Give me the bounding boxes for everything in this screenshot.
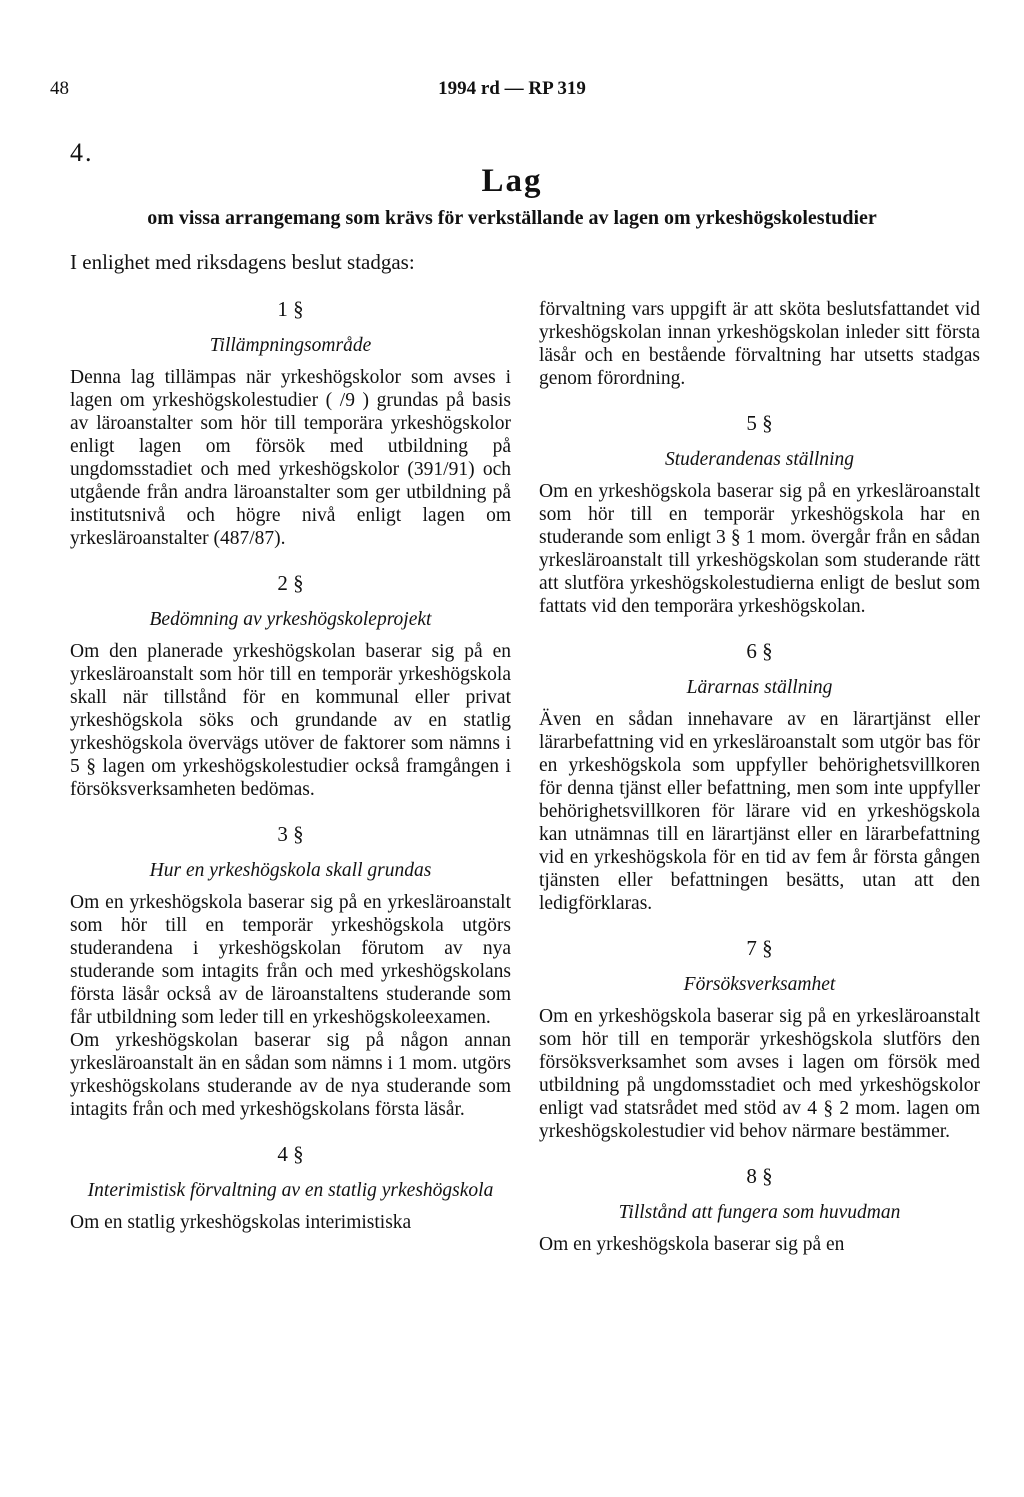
law-subtitle: om vissa arrangemang som krävs för verkställande av lagen om yrkeshögskolestudier — [147, 207, 877, 229]
section-3-paragraph-2: Om yrkeshögskolan baserar sig på någon annan yrkesläroanstalt än en sådan som nämns i 1 mom. utgörs yrkeshögskolans studerande av de nya studerande som intagits från och med yrkeshögskolans första läsår. — [70, 1030, 511, 1120]
section-3-number: 3 § — [277, 822, 304, 846]
section-8-paragraph: Om en yrkeshögskola baserar sig på en — [539, 1234, 845, 1255]
law-title: Lag — [481, 163, 543, 199]
section-4-continuation: förvaltning vars uppgift är att sköta beslutsfattandet vid yrkeshögskolan innan yrkeshögskolan inleder sitt första läsår och en bestående förvaltning har utsetts stadgas genom förordning. — [539, 299, 980, 389]
section-6-heading: Lärarnas ställning — [686, 677, 833, 698]
section-2-number: 2 § — [277, 571, 304, 595]
section-3-paragraph-1: Om en yrkeshögskola baserar sig på en yrkesläroanstalt som hör till en temporär yrkeshögskola utgörs studerandena i yrkeshögskolan förutom av nya studerande som intagits från och med yrkeshögskolans första läsår också av de läroanstaltens studerande som får utbildning som leder till en yrkeshögskoleexamen. — [70, 892, 511, 1028]
section-8-number: 8 § — [746, 1164, 773, 1188]
section-4-heading: Interimistisk förvaltning av en statlig yrkeshögskola — [87, 1180, 494, 1201]
section-3-heading: Hur en yrkeshögskola skall grundas — [149, 860, 432, 881]
section-1-number: 1 § — [277, 297, 304, 321]
section-1-heading: Tillämpningsområde — [209, 335, 372, 356]
left-column — [70, 298, 511, 1234]
section-5-paragraph: Om en yrkeshögskola baserar sig på en yrkesläroanstalt som hör till en temporär yrkeshögskola har en studerande som enligt 3 § 1 mom. övergår från en sådan yrkesläroanstalt till yrkeshögskolan som studerande rätt att slutföra yrkeshögskolestudierna enligt de beslut som fattats vid den temporära yrkeshögskolan. — [539, 481, 980, 617]
section-6-paragraph: Även en sådan innehavare av en lärartjänst eller lärarbefattning vid en yrkesläroanstalt som utgör bas för en yrkeshögskola som uppfyller behörighetsvillkoren för denna tjänst eller befattning, men som inte uppfyller behörighetsvillkoren för lärare vid en yrkeshögskola kan utnämnas till en lärartjänst eller en lärarbefattning vid en yrkeshögskola för en tid av fem år första gången tjänsten eller befattningen besätts, utan att den ledigförklaras. — [539, 709, 980, 914]
page-number: 48 — [50, 78, 69, 99]
section-number: 4. — [70, 138, 94, 167]
section-5-number: 5 § — [746, 411, 773, 435]
section-2-heading: Bedömning av yrkeshögskoleprojekt — [149, 609, 432, 630]
preamble: I enlighet med riksdagens beslut stadgas: — [70, 250, 415, 274]
section-1-paragraph: Denna lag tillämpas när yrkeshögskolor som avses i lagen om yrkeshögskolestudier ( /9 ) grundas på basis av läroanstalter som hör till temporära yrkeshögskolor enligt lagen om försök med utbildning på ungdomsstadiet och med yrkeshögskolor (391/91) och utgående från andra läroanstalter som ger utbildning på institutsnivå och högre nivå enligt lagen om yrkesläroanstalter (487/87). — [70, 367, 511, 549]
section-8-heading: Tillstånd att fungera som huvudman — [618, 1202, 901, 1223]
section-7-number: 7 § — [746, 936, 773, 960]
right-column — [539, 298, 980, 1256]
section-4-number: 4 § — [277, 1142, 304, 1166]
section-2-paragraph: Om den planerade yrkeshögskolan baserar sig på en yrkesläroanstalt som hör till en temporär yrkeshögskola skall när tillstånd för en kommunal eller privat yrkeshögskola söks och grundande av en statlig yrkeshögskola övervägs utöver de faktorer som nämns i 5 § lagen om yrkeshögskolestudier också framgången i försöksverksamheten bedömas. — [70, 641, 511, 800]
section-6-number: 6 § — [746, 639, 773, 663]
section-7-heading: Försöksverksamhet — [683, 974, 836, 995]
section-5-heading: Studerandenas ställning — [664, 449, 855, 470]
section-7-paragraph: Om en yrkeshögskola baserar sig på en yrkesläroanstalt som hör till en temporär yrkeshögskola slutförs den försöksverksamhet som avses i lagen om försök med utbildning på ungdomsstadiet och med yrkeshögskolor enligt vad statsrådet med stöd av 4 § 2 mom. lagen om yrkeshögskolestudier vid behov närmare bestämmer. — [539, 1006, 980, 1142]
running-head: 1994 rd — RP 319 — [438, 78, 586, 99]
section-4-paragraph: Om en statlig yrkeshögskolas interimistiska — [70, 1212, 412, 1233]
